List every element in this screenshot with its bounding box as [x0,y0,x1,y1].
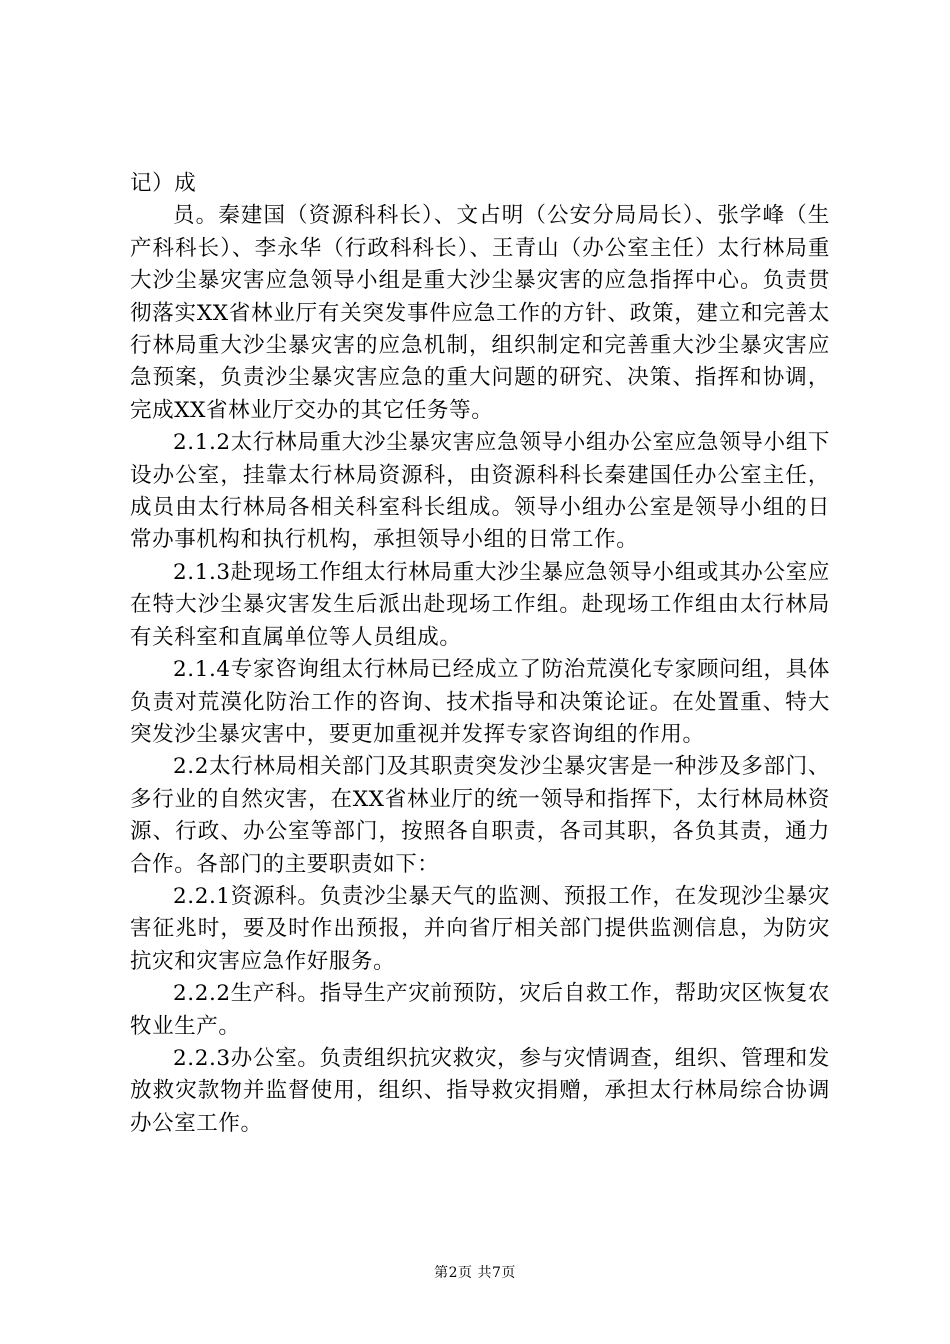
paragraph-2-2-2: 2.2.2生产科。指导生产灾前预防，灾后自救工作，帮助灾区恢复农牧业生产。 [130,981,830,1039]
page-number-footer: 第2页 共7页 [434,1265,516,1281]
paragraph-2-1-3: 2.1.3赴现场工作组太行林局重大沙尘暴应急领导小组或其办公室应在特大沙尘暴灾害发生后派出赴现场工作组。赴现场工作组由太行林局有关科室和直属单位等人员组成。 [130,559,830,650]
paragraph-2-2: 2.2太行林局相关部门及其职责突发沙尘暴灾害是一种涉及多部门、多行业的自然灾害，在XX省林业厅的统一领导和指挥下，太行林局林资源、行政、办公室等部门，按照各自职责，各司其职，各负其责，通力合作。各部门的主要职责如下： [130,754,830,877]
paragraph-2-2-1: 2.2.1资源科。负责沙尘暴天气的监测、预报工作，在发现沙尘暴灾害征兆时，要及时作出预报，并向省厅相关部门提供监测信息，为防灾抗灾和灾害应急作好服务。 [130,883,830,974]
document-body [130,168,830,1140]
paragraph-2-1-2: 2.1.2太行林局重大沙尘暴灾害应急领导小组办公室应急领导小组下设办公室，挂靠太行林局资源科，由资源科科长秦建国任办公室主任，成员由太行林局各相关科室科长组成。领导小组办公室是领导小组的日常办事机构和执行机构，承担领导小组的日常工作。 [130,430,830,553]
paragraph-2-2-3: 2.2.3办公室。负责组织抗灾救灾，参与灾情调查，组织、管理和发放救灾款物并监督使用，组织、指导救灾捐赠，承担太行林局综合协调办公室工作。 [130,1045,830,1136]
paragraph-continuation: 记）成 [130,171,197,196]
paragraph-members: 员。秦建国（资源科科长）、文占明（公安分局局长）、张学峰（生产科科长）、李永华（行政科科长）、王青山（办公室主任）太行林局重大沙尘暴灾害应急领导小组是重大沙尘暴灾害的应急指挥中心。负责贯彻落实XX省林业厅有关突发事件应急工作的方针、政策，建立和完善太行林局重大沙尘暴灾害的应急机制，组织制定和完善重大沙尘暴灾害应急预案，负责沙尘暴灾害应急的重大问题的研究、决策、指挥和协调，完成XX省林业厅交办的其它任务等。 [130,203,830,423]
paragraph-2-1-4: 2.1.4专家咨询组太行林局已经成立了防治荒漠化专家顾问组，具体负责对荒漠化防治工作的咨询、技术指导和决策论证。在处置重、特大突发沙尘暴灾害中，要更加重视并发挥专家咨询组的作用。 [130,657,830,747]
